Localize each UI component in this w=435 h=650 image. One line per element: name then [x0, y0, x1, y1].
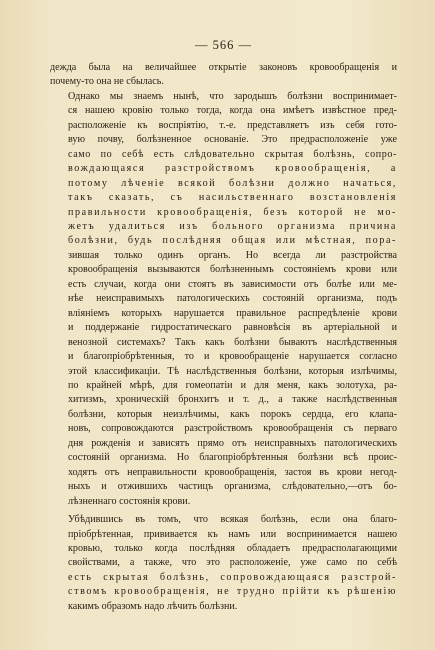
text-line: Убѣдившись въ томъ, что всякая болѣзнь, если она благо- [68, 514, 397, 526]
text-line: вліяніемъ которыхъ нарушается правильное распредѣленіе крови [68, 307, 397, 319]
text-line: есть скрытая болѣзнь, сопровождающаяся разстрой- [68, 571, 397, 583]
text-line: ныхъ и отжившихъ частицъ организма, слѣдовательно,—отъ бо- [68, 481, 397, 493]
page-number: — 566 — [195, 38, 252, 52]
body-text [50, 61, 397, 614]
text-line: состояній организма. Но благопріобрѣтенныя болѣзни всѣ проис- [68, 452, 397, 464]
text-line: этой классификаціи. Тѣ наслѣдственныя болѣзни, которыя излѣчимы, [68, 365, 397, 377]
paragraph-p0 [50, 61, 397, 90]
text-line: ствомъ кровообращенія, не трудно прійти къ рѣшенію [68, 586, 397, 598]
paragraph-p2 [50, 513, 397, 614]
text-line: хитизмъ, хроническій бронхитъ и т. д., а также наслѣдственныя [68, 394, 397, 406]
text-line: кровообращенія вызываются болѣзненнымъ состояніемъ крови или [68, 264, 397, 276]
text-line: само по себѣ есть слѣдовательно скрытая болѣзнь, сопро- [68, 148, 397, 160]
text-line: болѣзни, которыя неизлѣчимы, какъ порокъ сердца, его клапа- [68, 408, 397, 420]
text-line: такъ сказать, съ насильственнаго возстановленія [68, 192, 397, 204]
text-line: жетъ удалиться изъ больного организма причина [68, 220, 397, 232]
text-line: дня рожденія и зависятъ прямо отъ неисправныхъ патологическихъ [68, 437, 397, 449]
text-line: болѣзни, будь послѣдняя общая или мѣстная, пора- [68, 235, 397, 247]
text-line: по крайней мѣрѣ, для гомеопатіи и для меня, какъ золотуха, ра- [68, 379, 397, 391]
text-line: венозной системахъ? Такъ какъ болѣзни бываютъ наслѣдственныя [68, 336, 397, 348]
text-line: свойствами, а также, что это расположеніе, уже само по себѣ [68, 557, 397, 569]
text-line: расположеніе къ воспріятію, т.-е. представляетъ изъ себя гото- [68, 119, 397, 131]
text-line: дежда была на величайшее открытіе законовъ кровообращенія и [50, 62, 397, 73]
text-line: ся нашею кровію только тогда, когда она имѣетъ извѣстное пред- [68, 105, 397, 117]
text-line: и поддержаніе гидростатическаго равновѣсія въ артеріальной и [68, 322, 397, 334]
text-line: есть случаи, когда они стоятъ въ зависимости отъ болѣе или ме- [68, 278, 397, 290]
text-line: зившая только одинъ органъ. Но всегда ли разстройства [68, 249, 397, 261]
text-line: вую почву, болѣзненное основаніе. Это предрасположеніе уже [68, 134, 397, 146]
text-line: новъ, сопровождаются разстройствомъ кровообращенія съ перваго [68, 423, 397, 435]
text-line: какимъ образомъ надо лѣчить болѣзни. [68, 600, 238, 612]
text-line: кровью, только когда послѣдняя обладаетъ предрасполагающими [68, 542, 397, 554]
text-line: потому лѣченіе всякой болѣзни должно начаться, [68, 177, 397, 189]
text-line: почему-то она не сбылась. [50, 76, 164, 88]
text-line: правильности кровообращенія, безъ которой не мо- [68, 206, 397, 218]
text-line: пріобрѣтенная, прививается къ намъ или воспринимается нашею [68, 528, 397, 540]
text-line: ходятъ отъ неправильности кровообращенія, застоя въ крови негод- [68, 466, 397, 478]
text-line: и благопріобрѣтенныя, то и кровообращеніе нарушается согласно [68, 351, 397, 363]
text-line: нѣе неисправимыхъ патологическихъ состояній организма, подъ [68, 293, 397, 305]
text-line: Однако мы знаемъ нынѣ, что зародышъ болѣзни воспринимает- [68, 90, 397, 102]
text-line: вождающаяся разстройствомъ кровообращенія, а [68, 163, 397, 175]
paragraph-p1 [50, 90, 397, 509]
text-line: лѣзненнаго состоянія крови. [68, 495, 191, 507]
